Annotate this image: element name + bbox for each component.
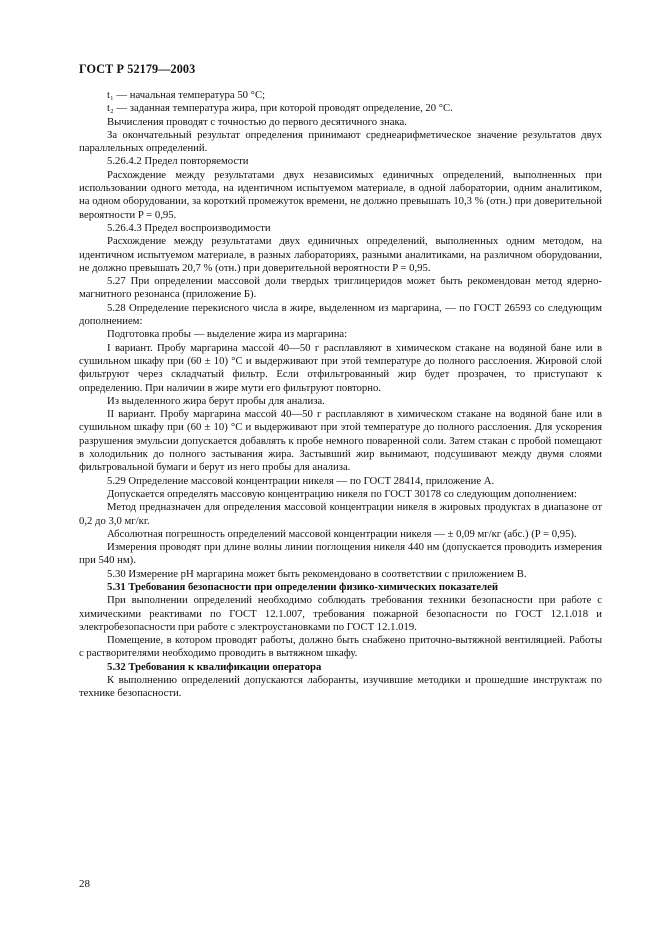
paragraph: Из выделенного жира берут пробы для анализа. — [107, 394, 325, 407]
document-header: ГОСТ Р 52179—2003 — [79, 62, 196, 76]
paragraph: Подготовка пробы — выделение жира из маргарина: — [107, 328, 348, 341]
page-number: 28 — [79, 878, 90, 890]
section-heading-5-31: 5.31 Требования безопасности при определении физико-химических показателей — [107, 580, 498, 593]
paragraph: За окончательный результат определения принимают среднеарифметическое значение результатов двух параллельных определений. — [79, 128, 602, 155]
paragraph: Метод предназначен для определения массовой концентрации никеля в жировых продуктах в диапазоне от 0,2 до 3,0 мг/кг. — [79, 501, 602, 527]
subsection-heading: 5.26.4.2 Предел повторяемости — [107, 155, 249, 168]
definition-t1: t₁ — начальная температура 50 °С; — [107, 89, 266, 101]
section-heading-5-32: 5.32 Требования к квалификации оператора — [107, 660, 322, 673]
paragraph: Расхождение между результатами двух единичных определений, выполненных одним методом, на идентичном испытуемом материале, в разных лабораториях, разными аналитиками, на различном оборудовании, не должно превышать 20,7 % (отн.) при доверительной вероятности P = 0,95. — [79, 235, 602, 274]
paragraph: Абсолютная погрешность определений массовой концентрации никеля — ± 0,09 мг/кг (абс.) (P = 0,95). — [107, 527, 577, 540]
paragraph: Допускается определять массовую концентрацию никеля по ГОСТ 30178 со следующим дополнением: — [107, 487, 577, 500]
document-body — [79, 89, 602, 701]
paragraph: Помещение, в котором проводят работы, должно быть снабжено приточно-вытяжной вентиляцией. Работы с растворителями необходимо проводить в вытяжном шкафу. — [79, 634, 602, 660]
clause-5-28: 5.28 Определение перекисного числа в жире, выделенном из маргарина, — по ГОСТ 26593 со следующим дополнением: — [79, 301, 602, 328]
paragraph: Расхождение между результатами двух независимых единичных определений, выполненных при использовании одного метода, на идентичном испытуемом материале, в одной лаборатории, одним аналитиком, на одном оборудовании, за короткий промежуток времени, не должно превышать 10,3 % (отн.) при доверительной вероятности P = 0,95. — [79, 168, 602, 221]
variant-2: II вариант. Пробу маргарина массой 40—50 г расплавляют в химическом стакане на водяной бане или в сушильном шкафу при (60 ± 10) °С и выдерживают при этой температуре до полного расслоения. Для ускорения разрушения эмульсии допускается добавлять к пробе немного поваренной соли. Затем стакан с пробой помещают в холодильник до полного застывания жира. Застывший жир вынимают, подсушивают между двумя слоями фильтровальной бумаги и берут из него пробы для анализа. — [79, 408, 602, 474]
paragraph: Вычисления проводят с точностью до первого десятичного знака. — [107, 115, 407, 128]
subsection-heading: 5.26.4.3 Предел воспроизводимости — [107, 221, 271, 234]
clause-5-29: 5.29 Определение массовой концентрации никеля — по ГОСТ 28414, приложение А. — [107, 474, 495, 487]
clause-5-30: 5.30 Измерение pH маргарина может быть рекомендовано в соответствии с приложением В. — [107, 567, 527, 580]
paragraph: Измерения проводят при длине волны линии поглощения никеля 440 нм (допускается проводить измерения при 540 нм). — [79, 541, 602, 567]
paragraph: При выполнении определений необходимо соблюдать требования техники безопасности при работе с химическими реактивами по ГОСТ 12.1.007, требования пожарной безопасности по ГОСТ 12.1.018 и электробезопасности при работе с электроустановками по ГОСТ 12.1.019. — [79, 594, 602, 633]
variant-1: I вариант. Пробу маргарина массой 40—50 г расплавляют в химическом стакане на водяной бане или в сушильном шкафу при (60 ± 10) °С и выдерживают при этой температуре до полного расслоения. Жировой слой фильтруют через складчатый фильтр. Если отфильтрованный жир будет прозрачен, то приступают к определению. При наличии в жире мути его фильтруют повторно. — [79, 341, 602, 394]
paragraph: К выполнению определений допускаются лаборанты, изучившие методики и прошедшие инструктаж по технике безопасности. — [79, 674, 602, 700]
definition-t2: t₂ — заданная температура жира, при которой проводят определение, 20 °С. — [107, 102, 453, 115]
clause-5-27: 5.27 При определении массовой доли твердых триглицеридов может быть рекомендован метод ядерно-магнитного резонанса (приложение Б). — [79, 275, 602, 301]
